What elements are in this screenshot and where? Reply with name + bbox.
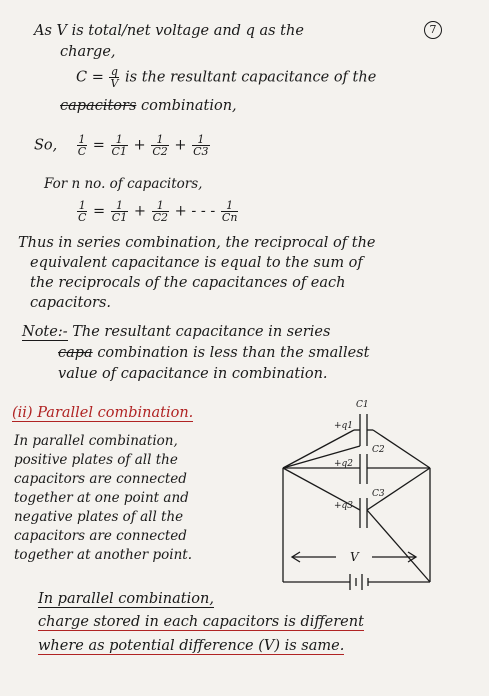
eq2-tn-num: 1 — [221, 200, 239, 212]
eq2-intro: For n no. of capacitors, — [44, 176, 203, 192]
equation-series-n: $\frac{1}{C}$ = $\frac{1}{C1}$ + $\frac{1}{C2}$ + - - - $\frac{1}{Cn}$ — [78, 199, 238, 224]
para1-line4-post: combination, — [141, 98, 237, 114]
eq2-tn-den: Cn — [221, 211, 238, 224]
summary-line-3: the reciprocals of the capacitances of each — [30, 275, 346, 291]
note-label: Note:- — [22, 324, 68, 340]
q-num: q — [110, 65, 118, 78]
conclusion-text-3: where as potential difference (V) is same. — [38, 638, 345, 654]
eq1-lhs-den: C — [77, 145, 87, 158]
para1-line3-pre: C = — [76, 69, 104, 86]
note-line-3: value of capacitance in combination. — [58, 366, 328, 382]
cross-wire-right — [367, 510, 430, 582]
label-q2: +q2 — [334, 459, 354, 469]
eq1-t3-num: 1 — [192, 134, 209, 146]
conclusion-text-2: charge stored in each capacitors is different — [38, 614, 364, 630]
summary-line-4: capacitors. — [30, 295, 111, 311]
eq1-t3-den: C3 — [193, 145, 209, 158]
eq1-t2-den: C2 — [152, 145, 168, 158]
label-v: V — [350, 550, 359, 564]
conclusion-text-1: In parallel combination, — [38, 591, 214, 607]
label-c3: C3 — [372, 489, 385, 499]
eq2-t2-num: 1 — [152, 200, 169, 212]
eq2-lhs-den: C — [78, 211, 87, 224]
para1-line1: As V is total/net voltage and q as the — [34, 23, 304, 39]
v-den: V — [110, 77, 119, 90]
struck-word: capacitors — [60, 98, 137, 114]
eq1-lhs-num: 1 — [78, 133, 86, 146]
section-heading-text: (ii) Parallel combination. — [12, 405, 194, 421]
note-text-1: The resultant capacitance in series — [72, 324, 331, 340]
eq2-dots: + - - - — [174, 203, 216, 220]
label-c1: C1 — [356, 400, 369, 410]
equation-series-3: So, $\frac{1}{C}$ = $\frac{1}{C1}$ + $\frac{1}{C2}$ + $\frac{1}{C3}$ — [34, 133, 209, 158]
eq2-t1-num: 1 — [111, 200, 128, 212]
para1-line3-post: is the resultant capacitance of the — [125, 69, 377, 86]
eq1-prefix: So, — [34, 137, 58, 154]
conclusion-line-2 — [38, 613, 364, 631]
eq1-t2-num: 1 — [151, 134, 168, 146]
eq1-t1-den: C1 — [111, 145, 127, 158]
section-line-3: capacitors are connected — [14, 471, 187, 487]
label-q3: +q3 — [334, 501, 354, 511]
section-line-7: together at another point. — [14, 547, 193, 563]
eq2-lhs-num: 1 — [78, 199, 86, 212]
summary-line-2: equivalent capacitance is equal to the sum of — [30, 255, 363, 271]
section-line-2: positive plates of all the — [14, 452, 178, 468]
section-line-5: negative plates of all the — [14, 509, 184, 525]
page-number: 7 — [424, 21, 442, 39]
section-line-6: capacitors are connected — [14, 528, 187, 544]
label-c2: C2 — [372, 445, 385, 455]
summary-line-1: Thus in series combination, the reciprocal of the — [18, 235, 376, 251]
note-text-2: combination is less than the smallest — [97, 345, 370, 361]
note-struck-word: capa — [58, 345, 93, 361]
section-line-4: together at one point and — [14, 490, 189, 506]
section-line-1: In parallel combination, — [14, 433, 178, 449]
conclusion-line-3 — [38, 637, 344, 655]
eq1-t1-num: 1 — [111, 134, 128, 146]
conclusion-line-1 — [38, 590, 214, 608]
label-q1: +q1 — [334, 421, 354, 431]
eq2-t1-den: C1 — [111, 211, 128, 224]
para1-line2: charge, — [60, 44, 116, 60]
eq2-t2-den: C2 — [152, 211, 169, 224]
